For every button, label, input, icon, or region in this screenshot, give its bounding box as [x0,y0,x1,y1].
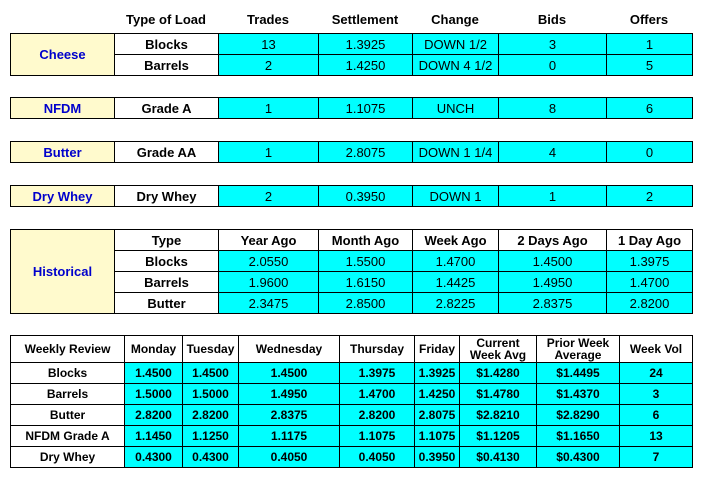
weekly-value-cell: $0.4130 [460,447,537,468]
hist-value-cell: 2.8500 [319,293,413,314]
weekly-value-cell: $1.4280 [460,363,537,384]
hist-value-cell: 2.0550 [219,251,319,272]
weekly-value-cell: 0.4300 [183,447,239,468]
bids-cell: 8 [499,98,607,119]
offers-cell: 5 [607,55,693,76]
weekly-col-header-current-avg: Current Week Avg [460,336,537,363]
table-row [11,98,693,119]
weekly-value-cell: 1.3925 [415,363,460,384]
hist-value-cell: 2.8375 [499,293,607,314]
weekly-value-cell: $1.1650 [537,426,620,447]
hist-col-header-month-ago: Month Ago [319,230,413,251]
hist-value-cell: 1.4425 [413,272,499,293]
table-row [11,186,693,207]
hist-value-cell: 2.3475 [219,293,319,314]
offers-cell: 6 [607,98,693,119]
table-row [11,384,693,405]
weekly-value-cell: 13 [620,426,693,447]
settlement-cell: 0.3950 [319,186,413,207]
load-type-cell: Grade AA [115,142,219,163]
col-header-change: Change [431,12,479,27]
weekly-value-cell: $2.8210 [460,405,537,426]
table-row [11,336,693,363]
load-type-cell: Barrels [115,55,219,76]
hist-col-header-type: Type [115,230,219,251]
weekly-value-cell: 1.1250 [183,426,239,447]
change-cell: UNCH [413,98,499,119]
weekly-value-cell: 6 [620,405,693,426]
hist-value-cell: 2.8200 [607,293,693,314]
trades-cell: 1 [219,142,319,163]
hist-value-cell: 1.4500 [499,251,607,272]
settlement-cell: 1.4250 [319,55,413,76]
trades-cell: 13 [219,34,319,55]
hist-col-header-week-ago: Week Ago [413,230,499,251]
change-cell: DOWN 1 1/4 [413,142,499,163]
butter-section-label: Butter [11,142,115,163]
hist-type-cell: Blocks [115,251,219,272]
weekly-value-cell: 1.3975 [340,363,415,384]
weekly-value-cell: 1.4500 [239,363,340,384]
weekly-col-header-monday: Monday [125,336,183,363]
historical-section-label: Historical [11,230,115,314]
table-row [11,363,693,384]
weekly-value-cell: 24 [620,363,693,384]
bids-cell: 3 [499,34,607,55]
change-cell: DOWN 1 [413,186,499,207]
weekly-value-cell: 1.4500 [183,363,239,384]
settlement-cell: 2.8075 [319,142,413,163]
weekly-value-cell: $2.8290 [537,405,620,426]
weekly-row-label: NFDM Grade A [11,426,125,447]
settlement-cell: 1.3925 [319,34,413,55]
weekly-value-cell: 1.1175 [239,426,340,447]
bids-cell: 4 [499,142,607,163]
weekly-value-cell: 7 [620,447,693,468]
table-row [11,447,693,468]
hist-value-cell: 1.9600 [219,272,319,293]
hist-col-header-2-days-ago: 2 Days Ago [499,230,607,251]
weekly-value-cell: $0.4300 [537,447,620,468]
load-type-cell: Blocks [115,34,219,55]
table-row [11,34,693,55]
weekly-value-cell: 2.8200 [125,405,183,426]
hist-col-header-1-day-ago: 1 Day Ago [607,230,693,251]
weekly-value-cell: 2.8200 [340,405,415,426]
change-cell: DOWN 4 1/2 [413,55,499,76]
load-type-cell: Grade A [115,98,219,119]
weekly-row-label: Blocks [11,363,125,384]
weekly-value-cell: 1.5000 [183,384,239,405]
weekly-row-label: Butter [11,405,125,426]
weekly-col-header-thursday: Thursday [340,336,415,363]
weekly-col-header-wednesday: Wednesday [239,336,340,363]
settlement-cell: 1.1075 [319,98,413,119]
trades-cell: 2 [219,55,319,76]
dry-whey-table [10,185,693,207]
weekly-value-cell: $1.4495 [537,363,620,384]
historical-table [10,229,693,314]
hist-value-cell: 1.4700 [413,251,499,272]
hist-type-cell: Butter [115,293,219,314]
weekly-value-cell: $1.4780 [460,384,537,405]
hist-value-cell: 2.8225 [413,293,499,314]
bids-cell: 1 [499,186,607,207]
offers-cell: 2 [607,186,693,207]
table-row [11,426,693,447]
hist-type-cell: Barrels [115,272,219,293]
weekly-col-header-label: Weekly Review [11,336,125,363]
butter-table [10,141,693,163]
hist-value-cell: 1.3975 [607,251,693,272]
weekly-value-cell: 0.4300 [125,447,183,468]
table-row [11,142,693,163]
weekly-value-cell: 2.8200 [183,405,239,426]
weekly-value-cell: 0.4050 [340,447,415,468]
table-row [11,405,693,426]
weekly-value-cell: 1.5000 [125,384,183,405]
weekly-col-header-friday: Friday [415,336,460,363]
weekly-review-table [10,335,693,468]
cheese-table [10,33,693,76]
col-header-bids: Bids [537,12,567,27]
weekly-value-cell: 1.4250 [415,384,460,405]
weekly-col-header-tuesday: Tuesday [183,336,239,363]
weekly-col-header-prior-avg: Prior Week Average [537,336,620,363]
load-type-cell: Dry Whey [115,186,219,207]
hist-value-cell: 1.4700 [607,272,693,293]
dry-whey-section-label: Dry Whey [11,186,115,207]
nfdm-table [10,97,693,119]
col-header-trades: Trades [247,12,289,27]
weekly-value-cell: 3 [620,384,693,405]
weekly-value-cell: 1.1075 [415,426,460,447]
change-cell: DOWN 1/2 [413,34,499,55]
weekly-value-cell: 1.4700 [340,384,415,405]
weekly-row-label: Barrels [11,384,125,405]
bids-cell: 0 [499,55,607,76]
weekly-value-cell: 2.8075 [415,405,460,426]
cheese-section-label: Cheese [11,34,115,76]
weekly-value-cell: $1.4370 [537,384,620,405]
hist-col-header-year-ago: Year Ago [219,230,319,251]
hist-value-cell: 1.4950 [499,272,607,293]
col-header-offers: Offers [629,12,669,27]
hist-value-cell: 1.6150 [319,272,413,293]
weekly-value-cell: 2.8375 [239,405,340,426]
weekly-value-cell: 0.4050 [239,447,340,468]
table-row [11,230,693,251]
weekly-value-cell: $1.1205 [460,426,537,447]
weekly-value-cell: 1.4500 [125,363,183,384]
weekly-col-header-week-vol: Week Vol [620,336,693,363]
nfdm-section-label: NFDM [11,98,115,119]
trades-cell: 2 [219,186,319,207]
trades-cell: 1 [219,98,319,119]
col-header-type-of-load: Type of Load [126,12,206,27]
weekly-value-cell: 0.3950 [415,447,460,468]
offers-cell: 0 [607,142,693,163]
weekly-row-label: Dry Whey [11,447,125,468]
offers-cell: 1 [607,34,693,55]
weekly-value-cell: 1.4950 [239,384,340,405]
weekly-value-cell: 1.1075 [340,426,415,447]
weekly-value-cell: 1.1450 [125,426,183,447]
hist-value-cell: 1.5500 [319,251,413,272]
col-header-settlement: Settlement [331,12,399,27]
